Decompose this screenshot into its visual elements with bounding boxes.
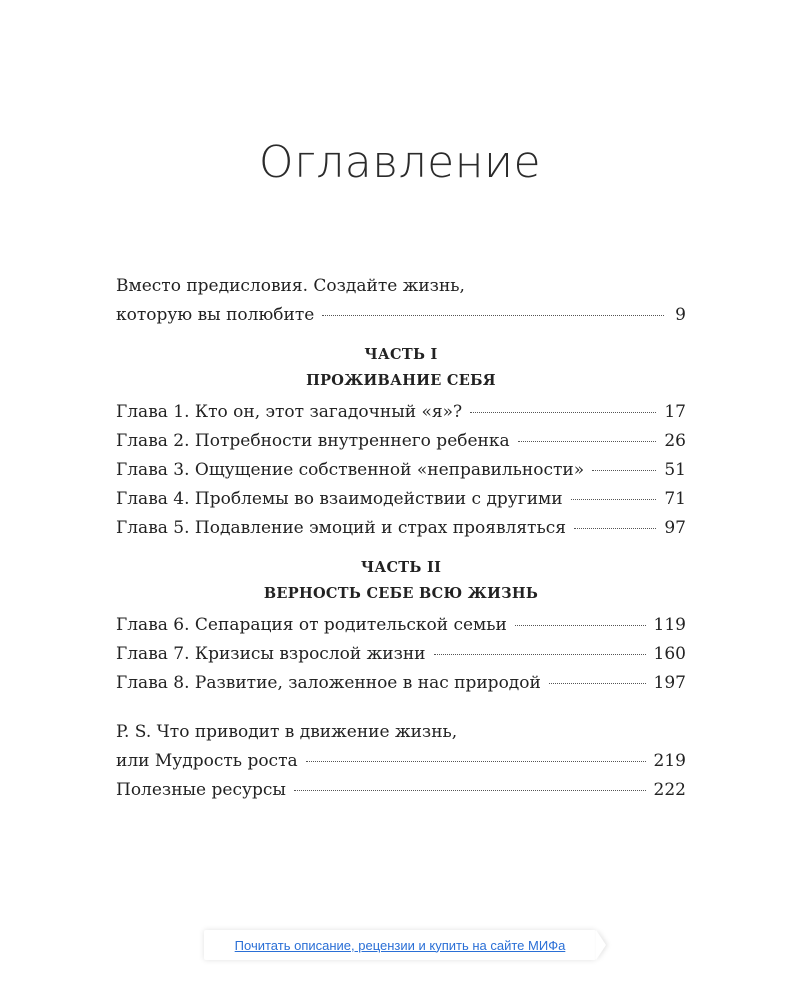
dot-leader xyxy=(515,625,646,626)
dot-leader xyxy=(571,499,657,500)
toc-entry-intro-line2: которую вы полюбите xyxy=(116,305,315,325)
chapter-title: Глава 6. Сепарация от родительской семьи xyxy=(116,615,507,635)
chapter-page: 26 xyxy=(664,431,686,451)
part-2-label: ЧАСТЬ II xyxy=(360,559,442,576)
chapter-title: Глава 1. Кто он, этот загадочный «я»? xyxy=(116,402,463,422)
dot-leader xyxy=(518,441,657,442)
chapter-page: 97 xyxy=(664,518,686,538)
chapter-title: Глава 2. Потребности внутреннего ребенка xyxy=(116,431,510,451)
buy-on-mif-link[interactable]: Почитать описание, рецензии и купить на сайте МИФа xyxy=(204,930,596,960)
page-title: Оглавление xyxy=(258,137,542,189)
chapter-title: Глава 7. Кризисы взрослой жизни xyxy=(116,644,426,664)
spacer xyxy=(116,698,686,718)
toc-entry-resources[interactable] xyxy=(116,776,686,805)
chapter-page: 160 xyxy=(653,644,686,664)
chapter-page: 119 xyxy=(653,615,686,635)
toc-entry-chapter-7[interactable] xyxy=(116,640,686,669)
part-2-chapters xyxy=(116,611,686,698)
toc-entry-chapter-6[interactable] xyxy=(116,611,686,640)
dot-leader xyxy=(574,528,656,529)
table-of-contents xyxy=(116,272,686,805)
chapter-page: 71 xyxy=(664,489,686,509)
chapter-title: Глава 4. Проблемы во взаимодействии с другими xyxy=(116,489,563,509)
toc-entry-resources-title: Полезные ресурсы xyxy=(116,780,286,800)
toc-entry-intro-line1: Вместо предисловия. Создайте жизнь, xyxy=(116,276,465,296)
toc-entry-chapter-1[interactable] xyxy=(116,398,686,427)
toc-entry-chapter-3[interactable] xyxy=(116,456,686,485)
toc-entry-intro-page: 9 xyxy=(675,305,686,325)
chapter-page: 51 xyxy=(664,460,686,480)
part-2-name: ВЕРНОСТЬ СЕБЕ ВСЮ ЖИЗНЬ xyxy=(263,585,539,602)
toc-entry-chapter-4[interactable] xyxy=(116,485,686,514)
part-1-name: ПРОЖИВАНИЕ СЕБЯ xyxy=(306,372,496,389)
toc-entry-chapter-5[interactable] xyxy=(116,514,686,543)
dot-leader xyxy=(549,683,646,684)
toc-entry-afterword[interactable] xyxy=(116,718,686,776)
toc-entry-intro[interactable] xyxy=(116,272,686,330)
toc-entry-chapter-8[interactable] xyxy=(116,669,686,698)
chapter-title: Глава 8. Развитие, заложенное в нас природой xyxy=(116,673,541,693)
toc-entry-afterword-page: 219 xyxy=(653,751,686,771)
chapter-page: 197 xyxy=(653,673,686,693)
dot-leader xyxy=(306,761,646,762)
toc-entry-resources-page: 222 xyxy=(653,780,686,800)
dot-leader xyxy=(294,790,646,791)
chapter-page: 17 xyxy=(664,402,686,422)
part-1-chapters xyxy=(116,398,686,543)
dot-leader xyxy=(322,315,664,316)
part-2-heading xyxy=(116,555,686,607)
chapter-title: Глава 3. Ощущение собственной «неправильности» xyxy=(116,460,585,480)
chapter-title: Глава 5. Подавление эмоций и страх проявляться xyxy=(116,518,566,538)
dot-leader xyxy=(470,412,656,413)
part-1-label: ЧАСТЬ I xyxy=(364,346,438,363)
toc-entry-afterword-line2: или Мудрость роста xyxy=(116,751,298,771)
toc-entry-afterword-line1: P. S. Что приводит в движение жизнь, xyxy=(116,722,458,742)
dot-leader xyxy=(592,470,656,471)
part-1-heading xyxy=(116,342,686,394)
toc-entry-chapter-2[interactable] xyxy=(116,427,686,456)
dot-leader xyxy=(434,654,646,655)
